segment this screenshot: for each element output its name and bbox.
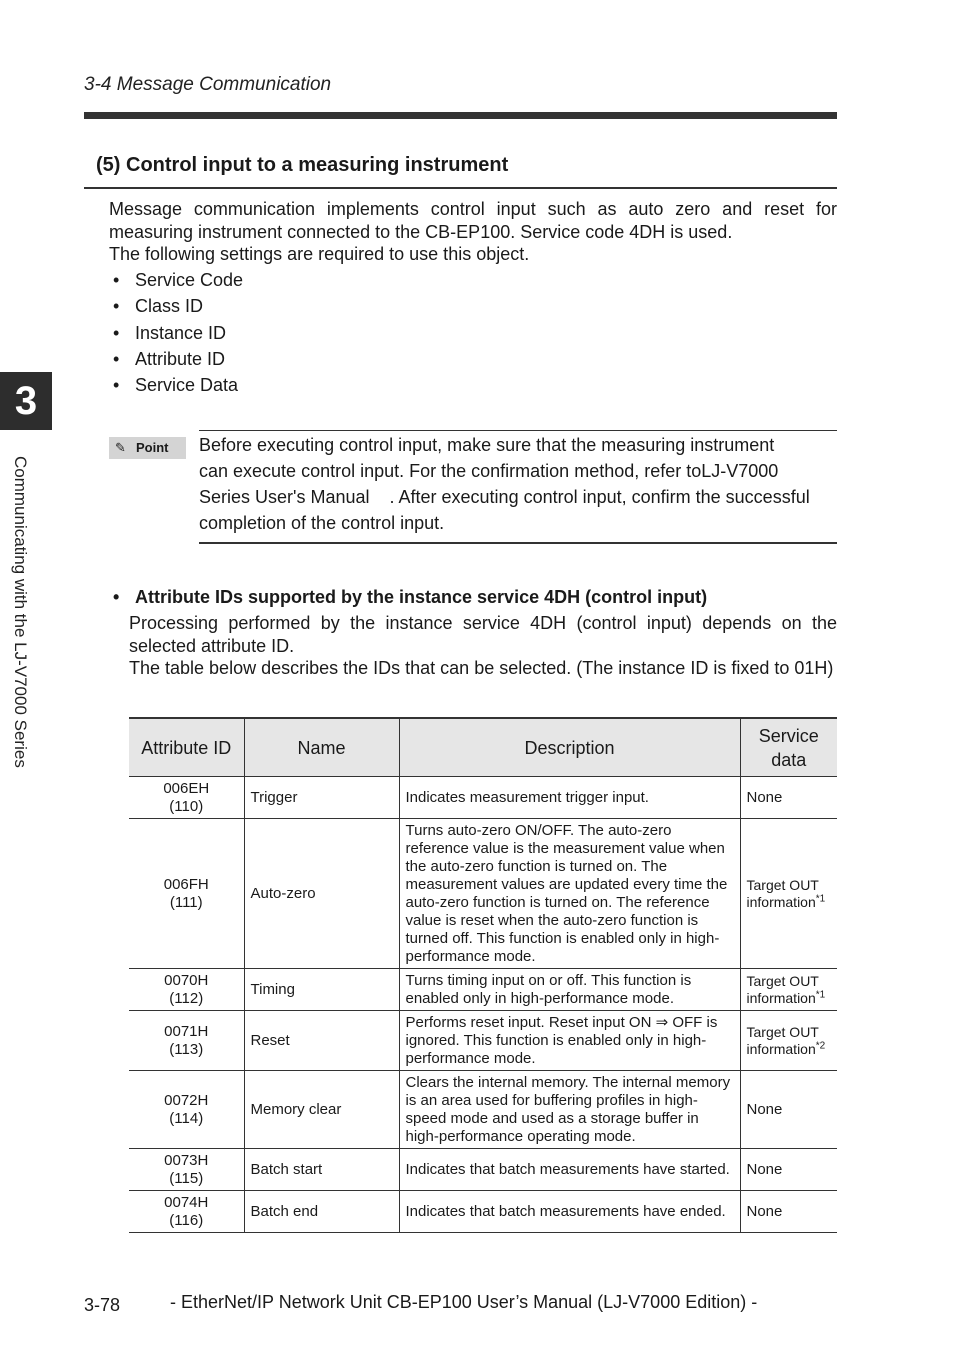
description-cell: Indicates that batch measurements have ended. <box>399 1191 740 1233</box>
list-item: • Attribute ID <box>109 346 243 372</box>
chapter-side-label: Communicating with the LJ-V7000 Series <box>11 456 30 768</box>
table-row <box>129 1071 837 1149</box>
name-cell: Reset <box>244 1011 399 1071</box>
service-data-cell: None <box>740 1191 837 1233</box>
point-label: Point <box>136 440 169 455</box>
point-bottom-rule <box>199 542 837 544</box>
intro-text <box>109 198 837 266</box>
point-badge <box>109 437 186 459</box>
list-item: • Service Code <box>109 267 243 293</box>
bullet-icon: • <box>113 375 120 396</box>
name-cell: Auto-zero <box>244 819 399 969</box>
table-row <box>129 819 837 969</box>
column-header-name: Name <box>244 718 399 777</box>
point-top-rule <box>199 430 837 431</box>
attribute-description <box>129 612 837 680</box>
section-rule <box>84 187 837 189</box>
point-line: can execute control input. For the confirmation method, refer toLJ-V7000 <box>199 461 779 481</box>
column-header-description: Description <box>399 718 740 777</box>
attribute-id-cell: 006FH (111) <box>129 819 244 969</box>
point-line: Series User's Manual . After executing control input, confirm the successful <box>199 487 810 507</box>
attribute-id-cell: 0071H (113) <box>129 1011 244 1071</box>
attribute-id-cell: 0072H (114) <box>129 1071 244 1149</box>
chapter-tab: 3 <box>0 372 52 430</box>
point-line: Before executing control input, make sure that the measuring instrument <box>199 435 775 455</box>
attribute-id-cell: 0073H (115) <box>129 1149 244 1191</box>
table-row <box>129 1191 837 1233</box>
name-cell: Timing <box>244 969 399 1011</box>
service-data-cell: None <box>740 1149 837 1191</box>
bullet-icon: • <box>113 270 120 290</box>
description-cell: Turns auto-zero ON/OFF. The auto-zero reference value is the measurement value when the auto-zero function is turned on. The measurement values are updated every time the auto-zero function is turned on. The reference value is reset when the auto-zero function is turned off. This function is enabled only in high-performance mode. <box>399 819 740 969</box>
list-item: • Instance ID <box>109 320 243 346</box>
description-cell: Indicates that batch measurements have started. <box>399 1149 740 1191</box>
attribute-id-cell: 0070H (112) <box>129 969 244 1011</box>
attribute-paragraph: The table below describes the IDs that can be selected. (The instance ID is fixed to 01H) <box>129 658 834 678</box>
column-header-attribute-id: Attribute ID <box>129 718 244 777</box>
attribute-id-cell: 006EH (110) <box>129 777 244 819</box>
bullet-icon: • <box>113 322 120 343</box>
intro-paragraph: The following settings are required to use this object. <box>109 244 530 264</box>
bullet-icon: • <box>113 296 120 317</box>
attribute-paragraph: Processing performed by the instance service 4DH (control input) depends on the selected attribute ID. <box>129 613 837 656</box>
service-data-cell: Target OUT information$^{*1}$ <box>740 969 837 1011</box>
list-item: • Service Data <box>109 372 243 398</box>
name-cell: Batch start <box>244 1149 399 1191</box>
attribute-table <box>129 717 837 1233</box>
table-row <box>129 1149 837 1191</box>
pencil-icon: ✎ <box>115 440 126 455</box>
description-cell: Indicates measurement trigger input. <box>399 777 740 819</box>
service-data-cell: Target OUT information$^{*2}$ <box>740 1011 837 1071</box>
table-header-row <box>129 718 837 777</box>
table-row <box>129 777 837 819</box>
attribute-id-cell: 0074H (116) <box>129 1191 244 1233</box>
running-header: 3-4 Message Communication <box>84 74 332 95</box>
name-cell: Memory clear <box>244 1071 399 1149</box>
bullet-icon: • <box>113 587 120 607</box>
bullet-icon: • <box>113 348 120 369</box>
point-line: completion of the control input. <box>199 513 445 533</box>
footer-title: - EtherNet/IP Network Unit CB-EP100 User’s Manual (LJ-V7000 Edition) - <box>170 1292 758 1312</box>
description-cell: Performs reset input. Reset input ON ⇒ OFF is ignored. This function is enabled only in high-performance mode. <box>399 1011 740 1071</box>
name-cell: Batch end <box>244 1191 399 1233</box>
column-header-service-data: Service data <box>740 718 837 777</box>
page-number: 3-78 <box>84 1295 121 1315</box>
service-data-cell: None <box>740 777 837 819</box>
table-row <box>129 1011 837 1071</box>
header-rule <box>84 112 837 119</box>
service-data-cell: Target OUT information$^{*1}$ <box>740 819 837 969</box>
list-item: • Class ID <box>109 293 243 319</box>
description-cell: Clears the internal memory. The internal memory is an area used for buffering profiles in high-speed mode and used as a storage buffer in high-performance operating mode. <box>399 1071 740 1149</box>
section-title: (5) Control input to a measuring instrument <box>96 154 509 176</box>
table-row <box>129 969 837 1011</box>
description-cell: Turns timing input on or off. This function is enabled only in high-performance mode. <box>399 969 740 1011</box>
intro-paragraph: Message communication implements control input such as auto zero and reset for measuring instrument connected to the CB-EP100. Service code 4DH is used. <box>109 199 837 242</box>
service-data-cell: None <box>740 1071 837 1149</box>
settings-list <box>109 267 243 398</box>
name-cell: Trigger <box>244 777 399 819</box>
point-note <box>199 432 837 536</box>
